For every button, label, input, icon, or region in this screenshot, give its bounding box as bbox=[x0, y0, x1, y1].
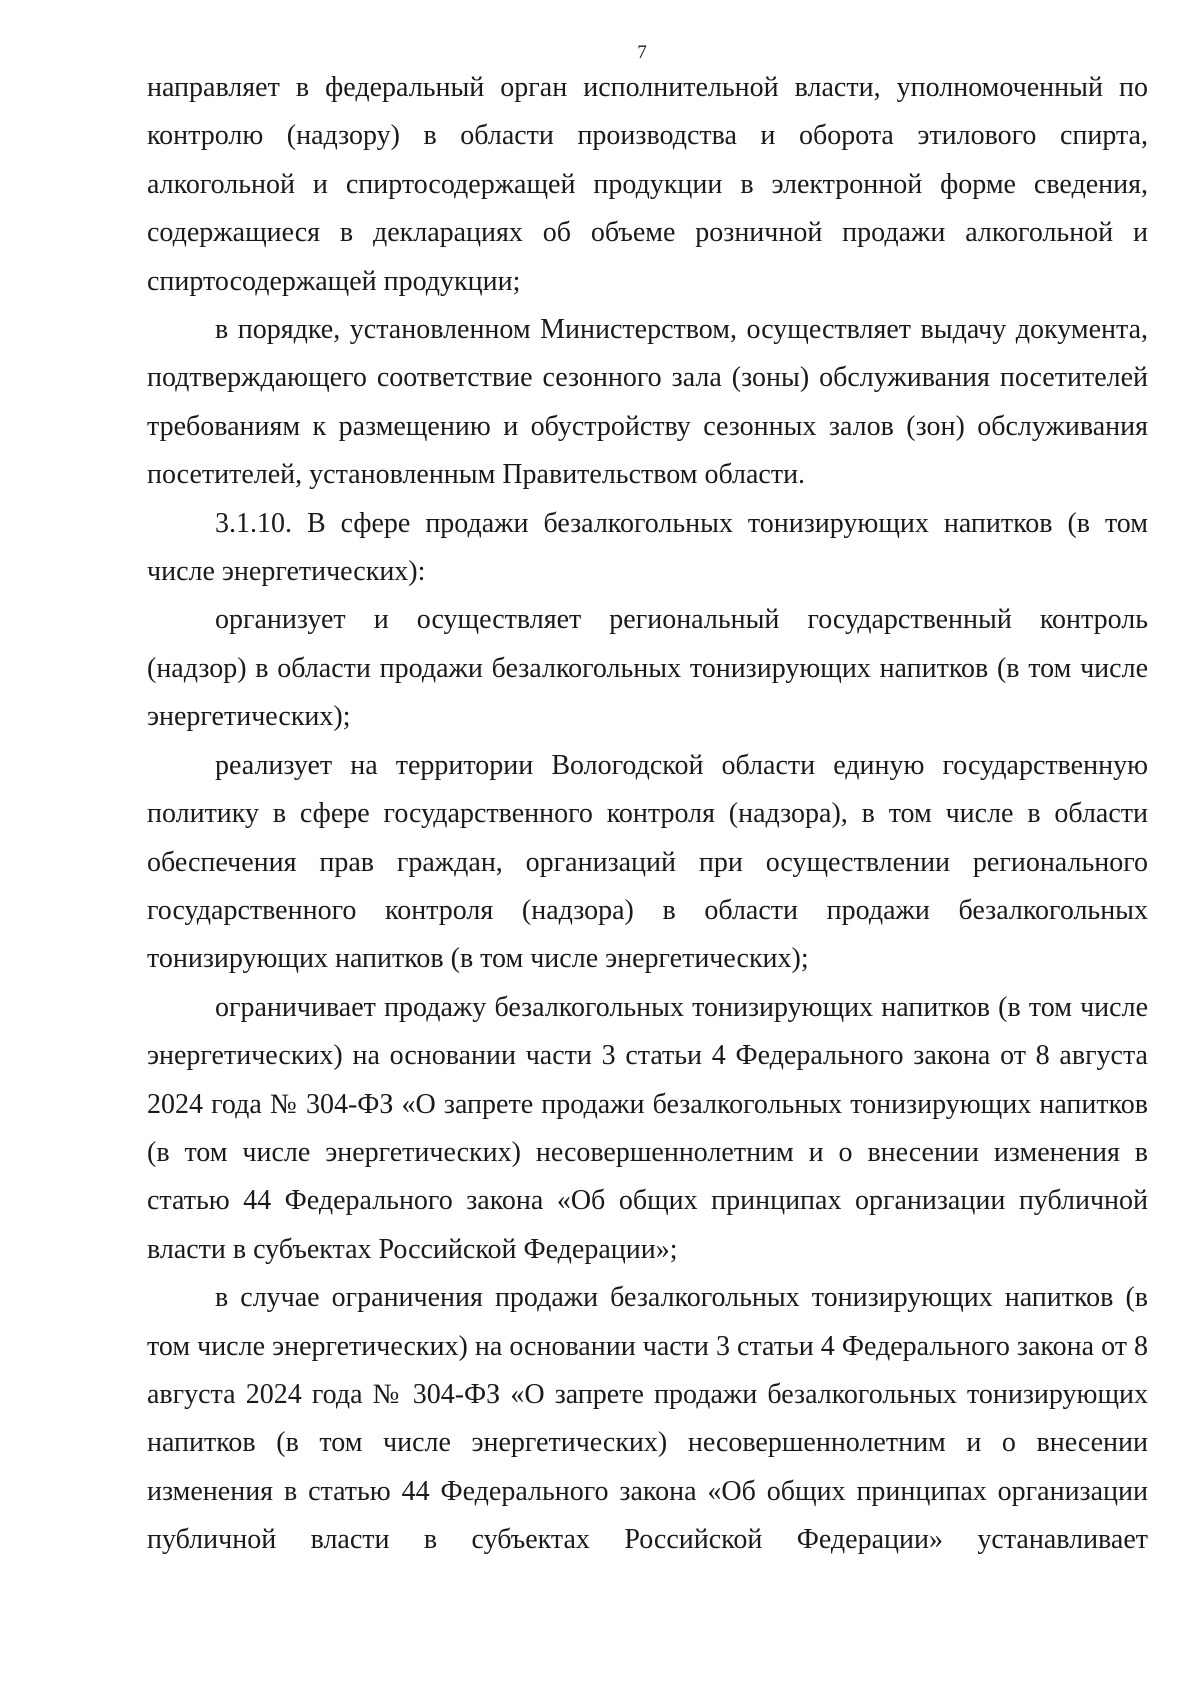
paragraph-policy: реализует на территории Вологодской области единую государственную политику в сфере государственного контроля (надзора), в том числе в области обеспечения прав граждан, организаций при осуществлении регионального государственного контроля (надзора) в области продажи безалкогольных тонизирующих напитков (в том числе энергетических); bbox=[147, 749, 1148, 975]
paragraph-restriction: ограничивает продажу безалкогольных тонизирующих напитков (в том числе энергетических) на основании части 3 статьи 4 Федерального закона от 8 августа 2024 года № 304-ФЗ «О запрете продажи безалкогольных тонизирующих напитков (в том числе энергетических) несовершеннолетним и о внесении изменения в статью 44 Федерального закона «Об общих принципах организации публичной власти в субъектах Российской Федерации»; bbox=[147, 991, 1148, 1265]
section-heading-3-1-10: 3.1.10. В сфере продажи безалкогольных тонизирующих напитков (в том числе энергетических): bbox=[147, 507, 1148, 588]
document-body bbox=[147, 64, 1148, 1565]
paragraph-restriction-case: в случае ограничения продажи безалкогольных тонизирующих напитков (в том числе энергетических) на основании части 3 статьи 4 Федерального закона от 8 августа 2024 года № 304-ФЗ «О запрете продажи безалкогольных тонизирующих напитков (в том числе энергетических) несовершеннолетним и о внесении изменения в статью 44 Федерального закона «Об общих принципах организации публичной власти в субъектах Российской Федерации» устанавливает bbox=[147, 1282, 1148, 1556]
page-number: 7 bbox=[637, 42, 647, 63]
paragraph-control: организует и осуществляет региональный государственный контроль (надзор) в области продажи безалкогольных тонизирующих напитков (в том числе энергетических); bbox=[147, 604, 1148, 733]
paragraph-continuation: направляет в федеральный орган исполнительной власти, уполномоченный по контролю (надзору) в области производства и оборота этилового спирта, алкогольной и спиртосодержащей продукции в электронной форме сведения, содержащиеся в декларациях об объеме розничной продажи алкогольной и спиртосодержащей продукции; bbox=[147, 72, 1148, 297]
paragraph-seasonal-hall: в порядке, установленном Министерством, осуществляет выдачу документа, подтверждающего соответствие сезонного зала (зоны) обслуживания посетителей требованиям к размещению и обустройству сезонных залов (зон) обслуживания посетителей, установленным Правительством области. bbox=[147, 314, 1148, 491]
